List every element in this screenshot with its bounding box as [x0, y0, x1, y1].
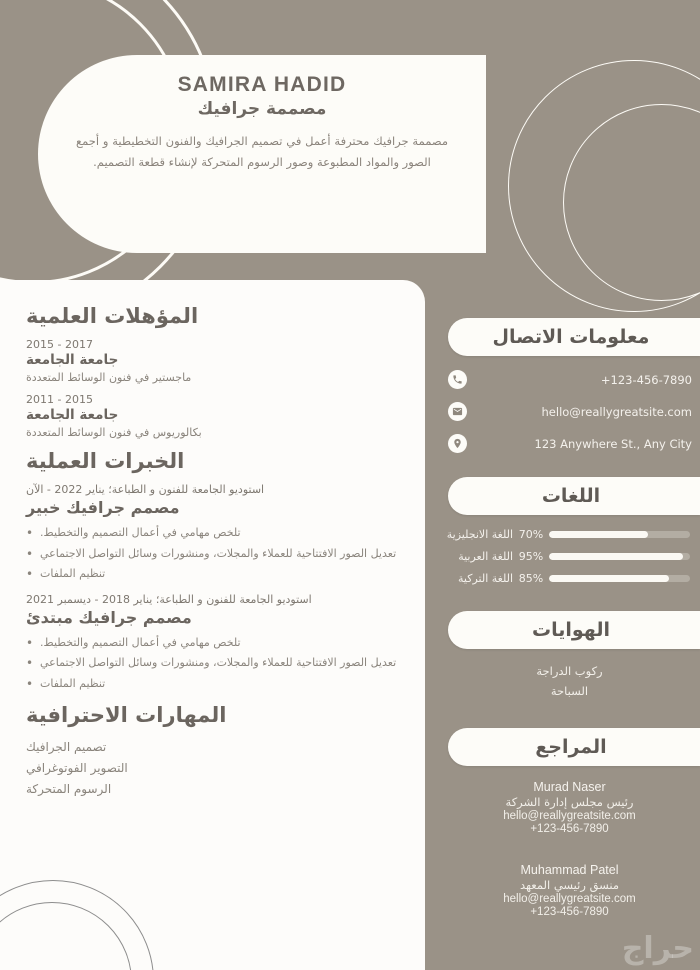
skill-item: الرسوم المتحركة	[26, 781, 112, 796]
hobby-item: السباحة	[550, 683, 589, 698]
experience-bullet: • تعديل الصور الافتتاحية للعملاء والمجلات، ومنشورات وسائل التواصل الاجتماعي	[26, 654, 399, 672]
education-dates: 2015 - 2017	[26, 338, 93, 351]
section-pill-contact	[448, 318, 700, 356]
education-org: جامعة الجامعة	[26, 407, 119, 423]
language-name: اللغة الانجليزية	[446, 528, 513, 541]
reference-name: Murad Naser	[533, 779, 606, 794]
language-progress-track	[549, 553, 690, 560]
reference-role: منسق رئيسي المعهد	[519, 877, 620, 892]
hobby-item: ركوب الدراجة	[536, 664, 603, 678]
candidate-name: SAMIRA HADID	[177, 73, 347, 96]
section-title-skills: المهارات الاحترافية	[26, 702, 227, 727]
contact-list	[439, 370, 692, 453]
candidate-role: مصممة جرافيك	[197, 99, 327, 119]
education-org: جامعة الجامعة	[26, 352, 119, 368]
languages-section	[425, 477, 700, 585]
section-pill-languages	[448, 477, 700, 515]
contact-row-phone[interactable]	[439, 370, 692, 389]
envelope-icon	[448, 402, 467, 421]
reference-phone: +123-456-7890	[530, 822, 609, 835]
contact-email-value: hello@reallygreatsite.com	[541, 404, 692, 419]
phone-icon	[448, 370, 467, 389]
experience-item	[26, 483, 399, 583]
language-progress-fill	[549, 553, 683, 560]
contact-address-value: 123 Anywhere St., Any City	[534, 436, 692, 451]
section-title-hobbies: الهوايات	[532, 619, 610, 641]
language-row	[439, 572, 690, 585]
candidate-summary: مصممة جرافيك محترفة أعمل في تصميم الجرافيك والفنون التخطيطية و أجمع الصور والمواد المطبوعة وصور الرسوم المتحركة لإنشاء قطعة التصميم.	[76, 134, 448, 170]
location-pin-icon	[448, 434, 467, 453]
language-progress-fill	[549, 575, 669, 582]
experience-bullet: • تنظيم الملفات	[26, 675, 399, 693]
language-progress-track	[549, 575, 690, 582]
education-item	[26, 393, 399, 439]
experience-bullet-list	[26, 634, 399, 693]
reference-role: رئيس مجلس إدارة الشركة	[505, 794, 634, 809]
section-pill-references	[448, 728, 700, 766]
section-title-education: المؤهلات العلمية	[26, 304, 199, 328]
experience-item	[26, 593, 399, 693]
contact-section	[425, 318, 700, 453]
experience-bullet: • تلخص مهامي في أعمال التصميم والتخطيط.	[26, 634, 399, 652]
education-item	[26, 338, 399, 384]
section-title-experience: الخبرات العملية	[26, 449, 185, 473]
language-percent-label: 70%	[518, 528, 544, 541]
education-desc: ماجستير في فنون الوسائط المتعددة	[26, 371, 192, 384]
skill-item: تصميم الجرافيك	[26, 739, 107, 754]
experience-org: استوديو الجامعة للفنون و الطباعة؛ يناير 2022 - الآن	[26, 483, 265, 496]
section-title-contact: معلومات الاتصال	[492, 326, 650, 348]
experience-bullet: • تعديل الصور الافتتاحية للعملاء والمجلات، ومنشورات وسائل التواصل الاجتماعي	[26, 545, 399, 563]
section-title-references: المراجع	[535, 735, 607, 758]
language-row	[439, 550, 690, 563]
experience-bullet: • تلخص مهامي في أعمال التصميم والتخطيط.	[26, 524, 399, 542]
skill-item: التصوير الفوتوغرافي	[26, 760, 128, 775]
section-title-languages: اللغات	[541, 485, 601, 507]
experience-bullet-list	[26, 524, 399, 583]
language-name: اللغة التركية	[458, 572, 513, 585]
header-card	[38, 55, 486, 253]
education-desc: بكالوريوس في فنون الوسائط المتعددة	[26, 426, 202, 439]
reference-email: hello@reallygreatsite.com	[503, 892, 636, 905]
experience-org: استوديو الجامعة للفنون و الطباعة؛ يناير 2018 - ديسمبر 2021	[26, 592, 312, 606]
references-section	[425, 728, 700, 918]
language-progress-fill	[549, 531, 648, 538]
contact-phone-value: +123-456-7890	[600, 372, 692, 387]
contact-row-address[interactable]	[439, 434, 692, 453]
language-progress-track	[549, 531, 690, 538]
sidebar	[425, 280, 700, 970]
language-percent-label: 85%	[518, 572, 544, 585]
reference-spacer	[425, 835, 700, 849]
main-content-panel	[0, 280, 425, 970]
reference-email: hello@reallygreatsite.com	[503, 809, 636, 822]
watermark: حراج	[621, 931, 694, 966]
experience-bullet: • تنظيم الملفات	[26, 565, 399, 583]
hobbies-section	[425, 611, 700, 702]
language-row	[439, 528, 690, 541]
reference-phone: +123-456-7890	[530, 905, 609, 918]
contact-row-email[interactable]	[439, 402, 692, 421]
experience-job-title: مصمم جرافيك مبتدئ	[26, 607, 192, 627]
reference-name: Muhammad Patel	[520, 862, 619, 877]
education-dates: 2011 - 2015	[26, 393, 93, 406]
reference-item	[425, 780, 700, 835]
experience-job-title: مصمم جرافيك خبير	[26, 498, 180, 517]
reference-item	[425, 863, 700, 918]
languages-list	[439, 528, 690, 585]
hobbies-list	[425, 662, 700, 702]
language-percent-label: 95%	[518, 550, 544, 563]
language-name: اللغة العربية	[458, 550, 513, 563]
section-pill-hobbies	[448, 611, 700, 649]
